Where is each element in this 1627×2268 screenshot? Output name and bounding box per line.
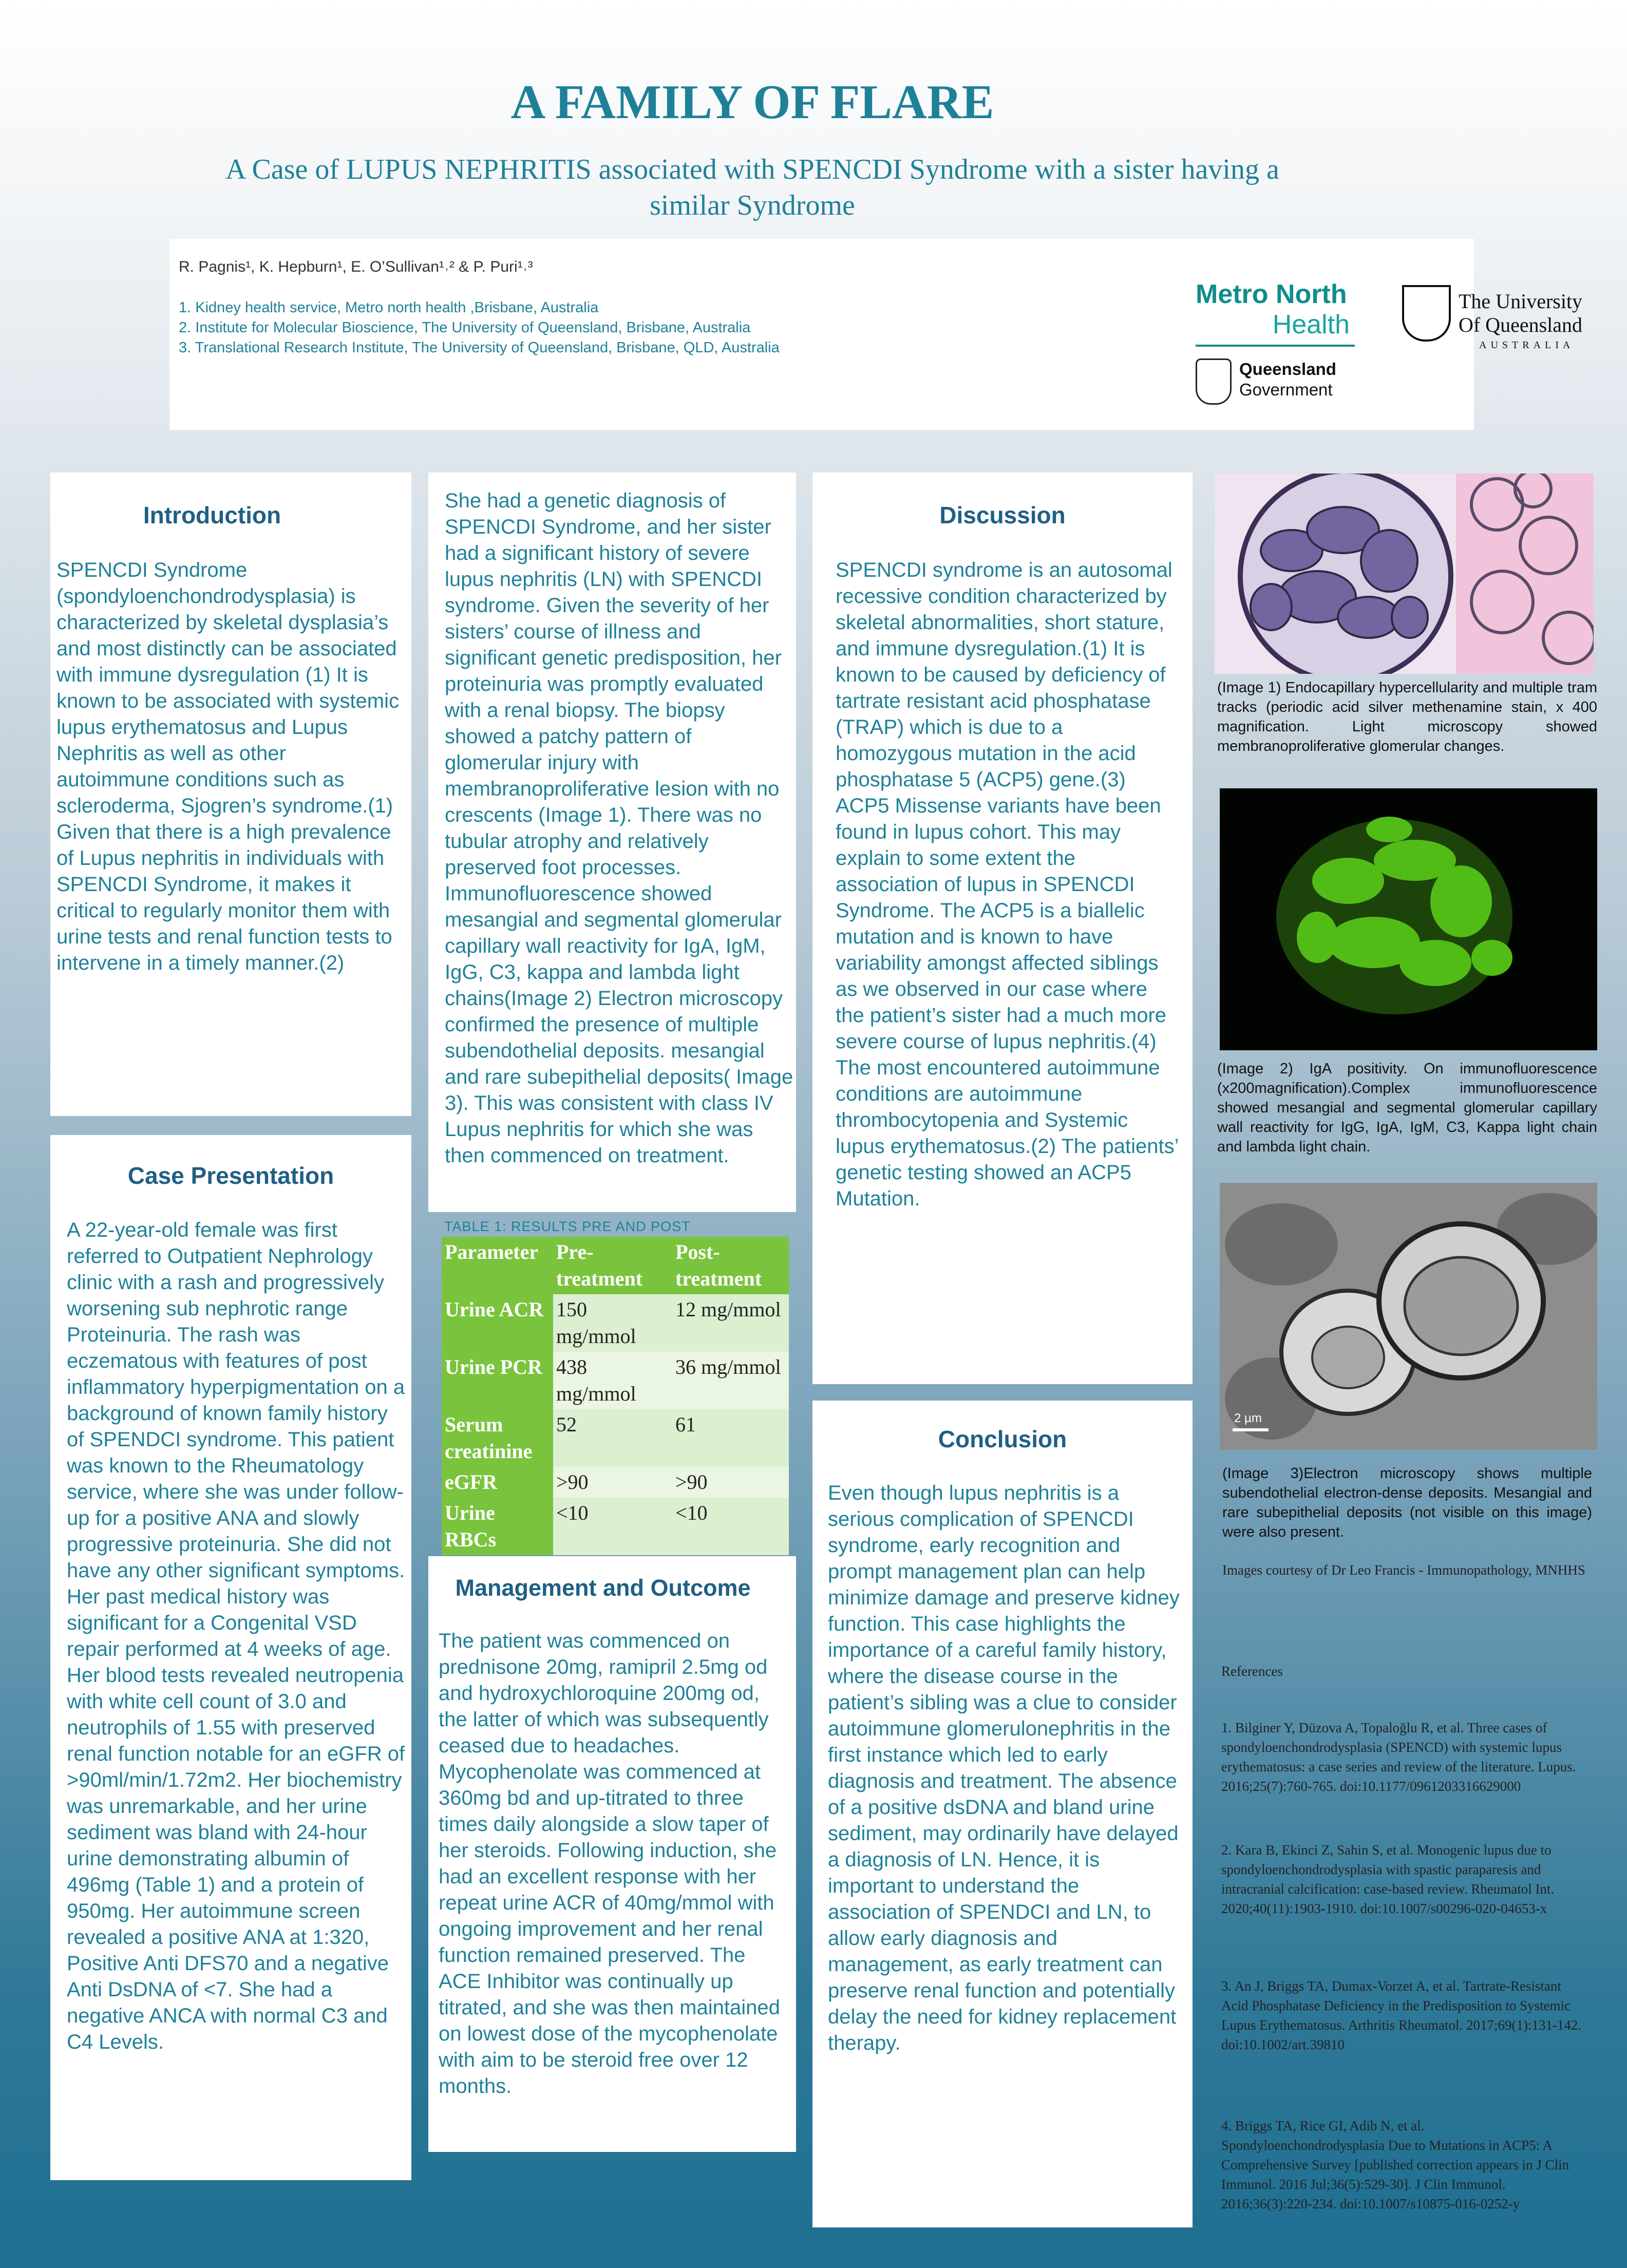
case-presentation-text: A 22-year-old female was first referred to Outpatient Nephrology clinic with a rash and progressively worsening sub nephrotic range Proteinuria. The rash was eczematous with features of post inflammatory hyperpigmentation on a background of known family history of SPENDCI syndrome. This patient was known to the Rheumatology service, where she was under follow-up for a positive ANA and slowly progressive proteinuria. She did not have any other significant symptoms. Her past medical history was significant for a Congenital VSD repair performed at 4 weeks of age. Her blood tests revealed neutropenia with white cell count of 3.0 and neutrophils of 1.55 with preserved renal function notable for an eGFR of >90ml/min/1.72m2. Her biochemistry was unremarkable, and her urine sediment was bland with 24-hour urine demonstrating albumin of 496mg (Table 1) and a protein of 950mg. Her autoimmune screen revealed a positive ANA at 1:320, Positive Anti DFS70 and a negative Anti DsDNA of <7. She had a negative ANCA with normal C3 and C4 Levels.	[67, 1219, 405, 2053]
qld-logo-line1: Queensland	[1239, 360, 1336, 379]
uq-crest-icon	[1402, 285, 1451, 342]
metro-north-logo-text: Metro North	[1196, 279, 1347, 309]
affiliations	[179, 298, 780, 358]
logo-divider	[1196, 345, 1355, 347]
table-header: Post-treatment	[672, 1237, 789, 1294]
discussion-panel	[812, 472, 1193, 1384]
discussion-heading: Discussion	[939, 502, 1066, 528]
table-cell: 36 mg/mmol	[672, 1352, 789, 1409]
metro-north-logo	[1196, 280, 1365, 347]
authors: R. Pagnis¹, K. Hepburn¹, E. O’Sullivan¹˒² & P. Puri¹˒³	[179, 258, 533, 275]
introduction-panel	[50, 472, 411, 1116]
table-cell: 12 mg/mmol	[672, 1294, 789, 1352]
biopsy-panel	[428, 472, 796, 1212]
table-cell: >90	[553, 1467, 672, 1498]
electron-microscopy-image-3	[1220, 1183, 1597, 1450]
table-row	[442, 1467, 789, 1498]
microscopy-image-1	[1215, 474, 1594, 674]
table-header-row	[442, 1237, 789, 1294]
scale-bar-label: 2 µm	[1234, 1411, 1262, 1425]
qld-logo-line2: Government	[1239, 380, 1333, 399]
table-cell: Urine RBCs	[442, 1498, 553, 1555]
poster-subtitle: A Case of LUPUS NEPHRITIS associated with SPENCDI Syndrome with a sister having a similar Syndrome	[225, 154, 1279, 221]
table-cell: 150 mg/mmol	[553, 1294, 672, 1352]
biopsy-text: She had a genetic diagnosis of SPENCDI Syndrome, and her sister had a significant history of severe lupus nephritis (LN) with SPENCDI syndrome. Given the severity of her sisters’ course of illness and significant genetic predisposition, her proteinuria was promptly evaluated with a renal biopsy. The biopsy showed a patchy pattern of glomerular injury with membranoproliferative lesion with no crescents (Image 1). There was no tubular atrophy and relatively preserved foot processes. Immunofluorescence showed mesangial and segmental glomerular capillary wall reactivity for IgA, IgM, IgG, C3, kappa and lambda light chains(Image 2) Electron microscopy confirmed the presence of multiple subendothelial deposits. mesangial and rare subepithelial deposits( Image 3). This was consistent with class IV Lupus nephritis for which she was then commenced on treatment.	[445, 489, 793, 1167]
results-table	[442, 1237, 789, 1555]
affiliation-3: 3. Translational Research Institute, The University of Queensland, Brisbane, QLD, Australia	[179, 339, 780, 356]
table-row	[442, 1294, 789, 1352]
table-header: Pre-treatment	[553, 1237, 672, 1294]
image-3-caption: (Image 3)Electron microscopy shows multiple subendothelial electron-dense deposits. Mesangial and rare subepithelial deposits (not visible on this image) were also present.	[1222, 1465, 1592, 1540]
immunofluorescence-image-2	[1220, 788, 1597, 1050]
conclusion-panel	[812, 1401, 1193, 2227]
reference-3: 3. An J, Briggs TA, Dumax-Vorzet A, et al. Tartrate-Resistant Acid Phosphatase Deficiency in the Predisposition to Systemic Lupus Erythematosus. Arthritis Rheumatol. 2017;69(1):131-142. doi:10.1002/art.39810	[1221, 1978, 1582, 2052]
table-row	[442, 1409, 789, 1467]
header-box	[169, 239, 1583, 430]
table-row	[442, 1498, 789, 1555]
table-cell: Urine PCR	[442, 1352, 553, 1409]
introduction-heading: Introduction	[143, 502, 281, 528]
table-row	[442, 1352, 789, 1409]
reference-4: 4. Briggs TA, Rice GI, Adib N, et al. Spondyloenchondrodysplasia Due to Mutations in ACP5: A Comprehensive Survey [published correction appears in J Clin Immunol. 2016 Jul;36(5):529-30]. J Clin Immunol. 2016;36(3):220-234. doi:10.1007/s10875-016-0252-y	[1221, 2118, 1569, 2212]
table-cell: Urine ACR	[442, 1294, 553, 1352]
metro-north-health-text: Health	[1272, 310, 1350, 339]
introduction-text: SPENCDI Syndrome (spondyloenchondrodysplasia) is characterized by skeletal dysplasia’s and most distinctly can be associated with immune dysregulation (1) It is known to be associated with systemic lupus erythematosus and Lupus Nephritis as well as other autoimmune conditions such as scleroderma, Sjogren’s syndrome.(1) Given that there is a high prevalence of Lupus nephritis in individuals with SPENCDI Syndrome, it makes it critical to regularly monitor them with urine tests and renal function tests to intervene in a timely manner.(2)	[56, 559, 399, 974]
management-text: The patient was commenced on prednisone 20mg, ramipril 2.5mg od and hydroxychloroquine 200mg od, the latter of which was subsequently ceased due to headaches. Mycophenolate was commenced at 360mg bd and up-titrated to three times daily alongside a slow taper of her steroids. Following induction, she had an excellent response with her repeat urine ACR of 40mg/mmol with ongoing improvement and her renal function remained preserved. The ACE Inhibitor was continually up titrated, and she was then maintained on lowest dose of the mycophenolate with aim to be steroid free over 12 months.	[439, 1630, 780, 2097]
management-heading: Management and Outcome	[455, 1575, 751, 1601]
uq-logo-line1: The University	[1459, 290, 1583, 313]
case-presentation-heading: Case Presentation	[127, 1162, 334, 1189]
table-cell: Serum creatinine	[442, 1409, 553, 1467]
affiliation-2: 2. Institute for Molecular Bioscience, The University of Queensland, Brisbane, Australia	[179, 319, 751, 336]
references-heading: References	[1221, 1664, 1283, 1679]
discussion-text: SPENCDI syndrome is an autosomal recessive condition characterized by skeletal abnormalities, short stature, and immune dysregulation.(1) It is known to be caused by deficiency of tartrate resistant acid phosphatase (TRAP) which is due to a homozygous mutation in the acid phosphatase 5 (ACP5) gene.(3) ACP5 Missense variants have been found in lupus cohort. This may explain to some extent the association of lupus in SPENCDI Syndrome. The ACP5 is a biallelic mutation and is known to have variability amongst affected siblings as we observed in our case where the patient’s sister had a much more severe course of lupus nephritis.(4) The most encountered autoimmune conditions are autoimmune thrombocytopenia and Systemic lupus erythematosus.(2) The patients’ genetic testing showed an ACP5 Mutation.	[836, 559, 1179, 1210]
poster-title: A FAMILY OF FLARE	[510, 75, 994, 129]
table-cell: 438 mg/mmol	[553, 1352, 672, 1409]
case-presentation-panel	[50, 1135, 411, 2180]
uq-logo-line2: Of Queensland	[1459, 313, 1583, 336]
reference-2: 2. Kara B, Ekinci Z, Sahin S, et al. Monogenic lupus due to spondyloenchondrodysplasia with spastic paraparesis and intracranial calcification: case-based review. Rheumatol Int. 2020;40(11):1903-1910. doi:10.1007/s00296-020-04653-x	[1221, 1842, 1555, 1916]
image-2-caption: (Image 2) IgA positivity. On immunofluorescence (x200magnification).Complex immunofluorescence showed mesangial and segmental glomerular capillary wall reactivity for IgG, IgA, IgM, C3, Kappa light chain and lambda light chain.	[1217, 1061, 1597, 1155]
images-courtesy: Images courtesy of Dr Leo Francis - Immunopathology, MNHHS	[1222, 1562, 1585, 1578]
table-cell: 61	[672, 1409, 789, 1467]
qld-government-logo	[1196, 354, 1365, 406]
table-header: Parameter	[442, 1237, 553, 1294]
table-cell: <10	[672, 1498, 789, 1555]
table-caption: TABLE 1: RESULTS PRE AND POST	[444, 1219, 691, 1234]
affiliation-1: 1. Kidney health service, Metro north health ,Brisbane, Australia	[179, 299, 599, 316]
qld-crest-icon	[1196, 358, 1232, 405]
conclusion-text: Even though lupus nephritis is a serious complication of SPENCDI syndrome, early recognition and prompt management plan can help minimize damage and preserve kidney function. This case highlights the importance of a careful family history, where the disease course in the patient’s sibling was a clue to consider autoimmune glomerulonephritis in the first instance which led to early diagnosis and treatment. The absence of a positive dsDNA and bland urine sediment, may ordinarily have delayed a diagnosis of LN. Hence, it is important to understand the association of SPENDCI and LN, to allow early diagnosis and management, as early treatment can preserve renal function and potentially delay the need for kidney replacement therapy.	[828, 1482, 1180, 2054]
table-cell: 52	[553, 1409, 672, 1467]
uq-logo-line3: AUSTRALIA	[1479, 339, 1575, 351]
table-cell: >90	[672, 1467, 789, 1498]
table-cell: eGFR	[442, 1467, 553, 1498]
table-cell: <10	[553, 1498, 672, 1555]
management-panel	[428, 1556, 796, 2152]
reference-1: 1. Bilginer Y, Düzova A, Topaloğlu R, et al. Three cases of spondyloenchondrodysplasia (SPENCD) with systemic lupus erythematosus: a case series and review of the literature. Lupus. 2016;25(7):760-765. doi:10.1177/0961203316629000	[1221, 1720, 1576, 1794]
image-1-caption: (Image 1) Endocapillary hypercellularity and multiple tram tracks (periodic acid silver methenamine stain, x 400 magnification. Light microscopy showed membranoproliferative glomerular changes.	[1217, 679, 1597, 754]
conclusion-heading: Conclusion	[938, 1426, 1067, 1452]
